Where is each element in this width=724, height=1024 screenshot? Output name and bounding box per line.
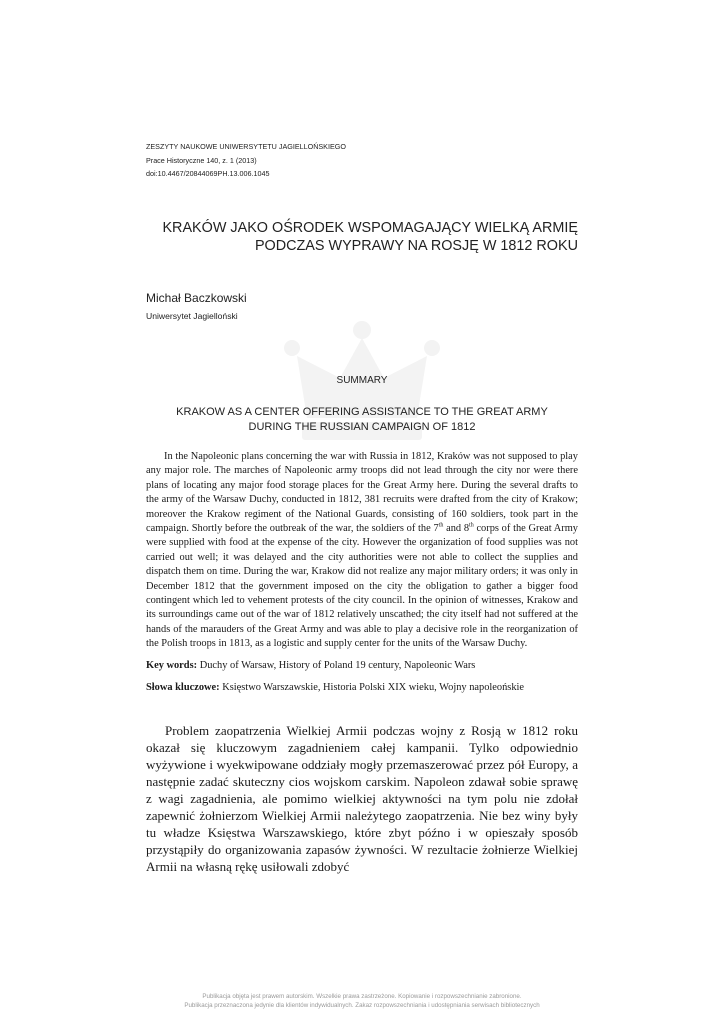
keywords-en [146,659,578,673]
keywords-en-value: Duchy of Warsaw, History of Poland 19 century, Napoleonic Wars [199,660,476,671]
author-name: Michał Baczkowski [146,291,247,305]
keywords-en-label: Key words: [146,660,198,671]
journal-header [146,140,346,181]
summary-title-line-1: KRAKOW AS A CENTER OFFERING ASSISTANCE TO THE GREAT ARMY [176,406,548,418]
ordinal-suffix-1: th [438,522,444,529]
journal-name: ZESZYTY NAUKOWE UNIWERSYTETU JAGIELLOŃSKIEGO [146,142,346,151]
keywords-pl [146,681,578,695]
summary-title-line-2: DURING THE RUSSIAN CAMPAIGN OF 1812 [248,421,476,433]
body-paragraph: Problem zaopatrzenia Wielkiej Armii podczas wojny z Rosją w 1812 roku okazał się kluczowym zagadnieniem całej kampanii. Tylko odpowiednio wyżywione i wyekwipowane oddziały mogły przemaszerować przez pół Europy, a następnie zadać skuteczny cios wojskom carskim. Napoleon zdawał sobie sprawę z wagi zagadnienia, ale pomimo wielkiej aktywności na tym polu nie zdołał zapewnić żołnierzom Wielkiej Armii należytego zaopatrzenia. Nie bez winy były tu władze Księstwa Warszawskiego, które zbyt późno i w opieszały sposób przystąpiły do organizowania zapasów żywności. W rezultacie żołnierze Wielkiej Armii na własną rękę usiłowali zdobyć [146,723,578,874]
article-title [138,219,578,255]
doi: doi:10.4467/20844069PH.13.006.1045 [146,169,270,178]
footer-line-2: Publikacja przeznaczona jedynie dla klientów indywidualnych. Zakaz rozpowszechniania i udostępniania serwisach bibliotecznych [184,1001,540,1009]
abstract-part-3: corps of the Great Army were supplied with food at the expense of the city. However the organization of food supplies was not carried out well; it was delayed and the city authorities were not able to collect the supplies and dispatch them on time. During the war, Krakow did not realize any major military orders; it was only in December 1812 that the government imposed on the city the obligation to gather a bigger food contingent which led to vehement protests of the city council. In the opinion of witnesses, Krakow and its surroundings came out of the war of 1812 relatively unscathed; the city itself had not suffered at the hands of the marauders of the Great Army and was able to play a decisive role in the reorganization of the Polish troops in 1813, as a logistic and supply center for the units of the Warsaw Duchy. [146,523,578,650]
keywords-pl-label: Słowa kluczowe: [146,682,220,693]
summary-heading: SUMMARY [336,375,388,386]
abstract-part-2: and 8 [443,523,470,535]
keywords-pl-value: Księstwo Warszawskie, Historia Polski XIX wieku, Wojny napoleońskie [222,682,525,693]
copyright-footer [0,993,724,1010]
ordinal-suffix-2: th [469,522,474,529]
abstract-part-1: In the Napoleonic plans concerning the war with Russia in 1812, Kraków was not supposed to play any major role. The marches of Napoleonic army troops did not lead through the city nor were there plans of locating any major food storage places for the Great Army here. During the several drafts to the army of the Warsaw Duchy, conducted in 1812, 381 recruits were drafted from the city of Krakow; moreover the Krakow regiment of the National Guards, consisting of 160 soldiers, took part in the campaign. Shortly before the outbreak of the war, the soldiers of the 7 [146,451,578,535]
title-line-2: PODCZAS WYPRAWY NA ROSJĘ W 1812 ROKU [254,238,578,254]
footer-line-1: Publikacja objęta jest prawem autorskim. Wszelkie prawa zastrzeżone. Kopiowanie i rozpowszechnianie zabronione. [202,993,522,1000]
summary-title [146,405,578,435]
author-affiliation: Uniwersytet Jagielloński [146,311,238,321]
title-line-1: KRAKÓW JAKO OŚRODEK WSPOMAGAJĄCY WIELKĄ ARMIĘ [162,220,578,236]
summary-abstract [146,450,578,652]
journal-issue: Prace Historyczne 140, z. 1 (2013) [146,155,257,165]
